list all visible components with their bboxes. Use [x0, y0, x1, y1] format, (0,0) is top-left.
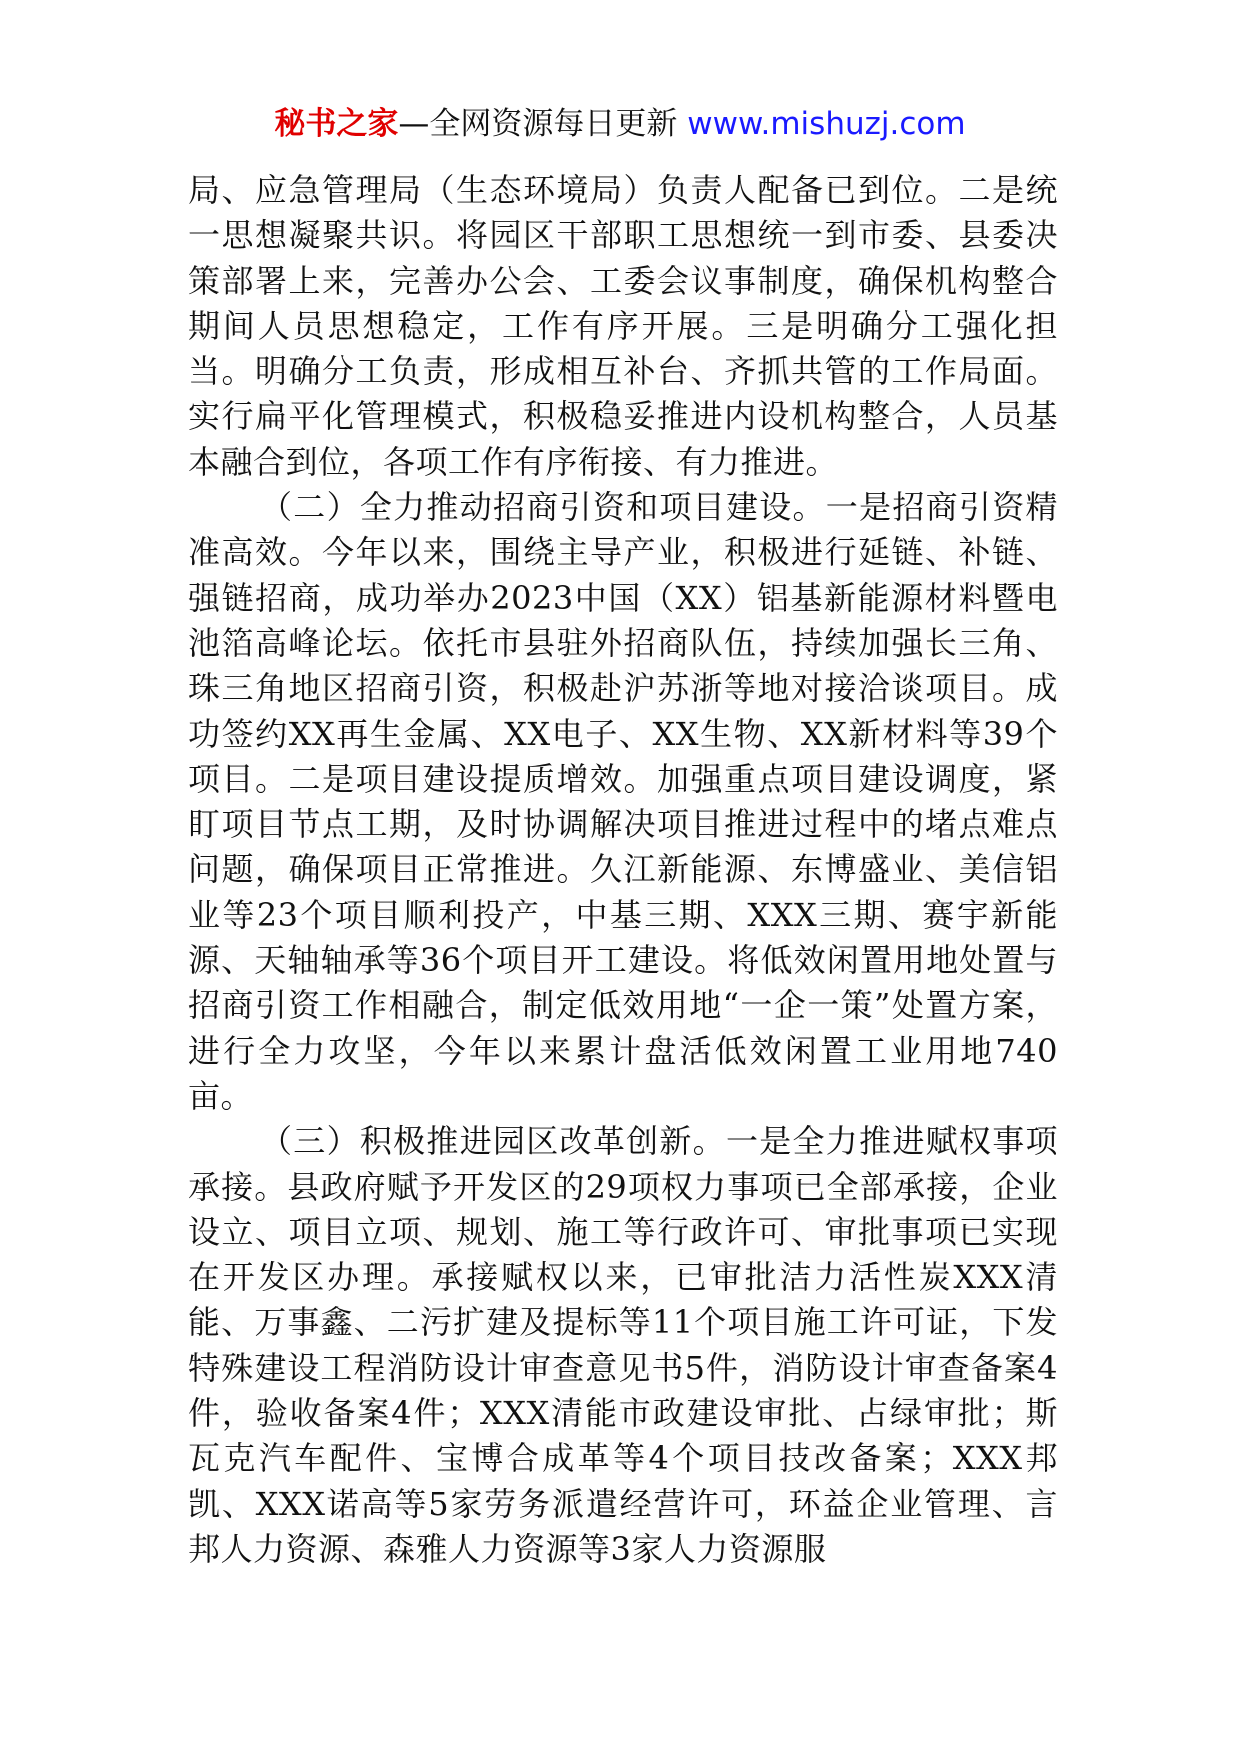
paragraph-investment: （二）全力推动招商引资和项目建设。一是招商引资精准高效。今年以来，围绕主导产业，积极进行延链、补链、强链招商，成功举办2023中国（XX）铝基新能源材料暨电池箔高峰论坛。依托市县驻外招商队伍，持续加强长三角、珠三角地区招商引资，积极赴沪苏浙等地对接洽谈项目。成功签约XX再生金属、XX电子、XX生物、XX新材料等39个项目。二是项目建设提质增效。加强重点项目建设调度，紧盯项目节点工期，及时协调解决项目推进过程中的堵点难点问题，确保项目正常推进。久江新能源、东博盛业、美信铝业等23个项目顺利投产，中基三期、XXX三期、赛宇新能源、天轴轴承等36个项目开工建设。将低效闲置用地处置与招商引资工作相融合，制定低效用地“一企一策”处置方案，进行全力攻坚，今年以来累计盘活低效闲置工业用地740亩。 — [188, 488, 1058, 1115]
document-body — [188, 168, 1058, 1572]
site-url-link[interactable]: www.mishuzj.com — [687, 106, 966, 142]
brand-name: 秘书之家 — [274, 106, 399, 142]
paragraph-reform: （三）积极推进园区改革创新。一是全力推进赋权事项承接。县政府赋予开发区的29项权力事项已全部承接，企业设立、项目立项、规划、施工等行政许可、审批事项已实现在开发区办理。承接赋权以来，已审批洁力活性炭XXX清能、万事鑫、二污扩建及提标等11个项目施工许可证，下发特殊建设工程消防设计审查意见书5件，消防设计审查备案4件，验收备案4件；XXX清能市政建设审批、占绿审批；斯瓦克汽车配件、宝博合成革等4个项目技改备案；XXX邦凯、XXX诺高等5家劳务派遣经营许可，环益企业管理、言邦人力资源、森雅人力资源等3家人力资源服 — [188, 1122, 1058, 1568]
paragraph-continuation: 局、应急管理局（生态环境局）负责人配备已到位。二是统一思想凝聚共识。将园区干部职工思想统一到市委、县委决策部署上来，完善办公会、工委会议事制度，确保机构整合期间人员思想稳定，工作有序开展。三是明确分工强化担当。明确分工负责，形成相互补台、齐抓共管的工作局面。实行扁平化管理模式，积极稳妥推进内设机构整合，人员基本融合到位，各项工作有序衔接、有力推进。 — [188, 171, 1058, 481]
site-header — [0, 104, 1240, 144]
header-tagline: —全网资源每日更新 — [398, 106, 688, 142]
